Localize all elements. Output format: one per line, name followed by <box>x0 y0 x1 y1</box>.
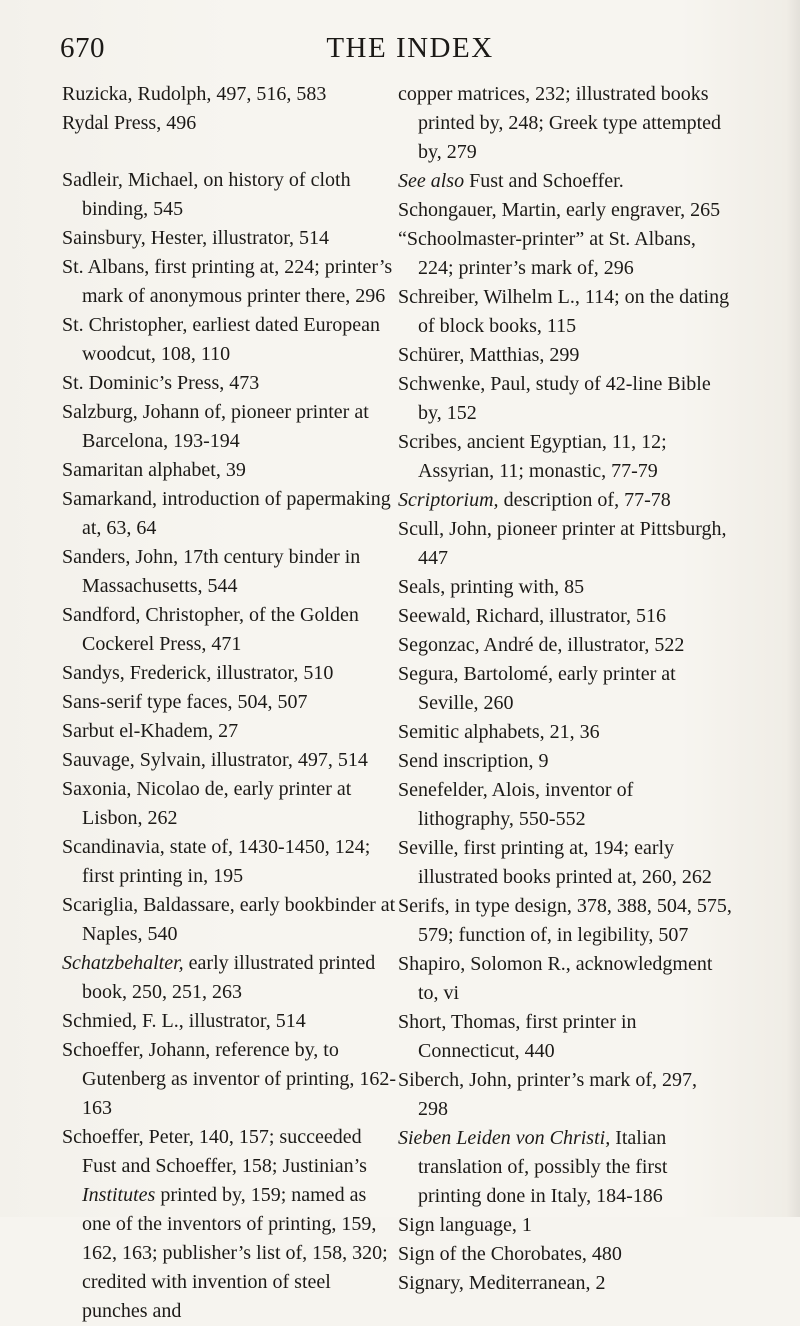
index-entry-text: Senefelder, Alois, inventor of lithography, 550-552 <box>398 779 634 830</box>
index-entry-text: Siberch, John, printer’s mark of, 297, 298 <box>398 1069 698 1120</box>
index-entry-text: Semitic alphabets, 21, 36 <box>398 721 600 743</box>
index-entry-text: early illustrated printed book, 250, 251, 263 <box>82 952 376 1003</box>
index-entry <box>62 311 396 369</box>
index-entry <box>398 776 732 834</box>
index-entry <box>62 253 396 311</box>
index-entry-text: Sainsbury, Hester, illustrator, 514 <box>62 227 330 249</box>
index-entry-text: Signary, Mediterranean, 2 <box>398 1272 606 1294</box>
index-entry <box>62 543 396 601</box>
index-entry-text: Scribes, ancient Egyptian, 11, 12; Assyrian, 11; monastic, 77-79 <box>398 431 667 482</box>
index-entry-text: Fust and Schoeffer. <box>464 170 624 192</box>
index-entry-text: Schongauer, Martin, early engraver, 265 <box>398 199 721 221</box>
index-entry <box>398 341 732 370</box>
index-entry-text: description of, 77-78 <box>498 489 671 511</box>
index-entry-text: Sign of the Chorobates, 480 <box>398 1243 622 1265</box>
index-entry <box>398 950 732 1008</box>
index-entry <box>398 1269 732 1298</box>
index-entry-text: Schmied, F. L., illustrator, 514 <box>62 1010 306 1032</box>
index-entry <box>62 80 396 109</box>
index-entry-italic-text: Sieben Leiden von Christi, <box>398 1127 611 1149</box>
index-entry <box>398 747 732 776</box>
index-entry <box>398 573 732 602</box>
index-entry <box>62 601 396 659</box>
index-entry-text: Segonzac, André de, illustrator, 522 <box>398 634 685 656</box>
index-entry-text: Segura, Bartolomé, early printer at Seville, 260 <box>398 663 676 714</box>
index-entry <box>62 891 396 949</box>
index-entry <box>398 1211 732 1240</box>
index-entry <box>398 225 732 283</box>
index-entry-text: St. Dominic’s Press, 473 <box>62 372 260 394</box>
index-entry <box>398 892 732 950</box>
index-entry <box>62 485 396 543</box>
index-entry <box>62 949 396 1007</box>
index-entry-text: Serifs, in type design, 378, 388, 504, 575, 579; function of, in legibility, 507 <box>398 895 732 946</box>
index-entry <box>62 746 396 775</box>
index-entry-text: Saxonia, Nicolao de, early printer at Lisbon, 262 <box>62 778 352 829</box>
index-entry-text: Sandys, Frederick, illustrator, 510 <box>62 662 334 684</box>
index-entry <box>62 659 396 688</box>
index-entry <box>62 717 396 746</box>
index-entry <box>62 833 396 891</box>
page-number: 670 <box>60 32 105 64</box>
index-entry-italic-text: Schatzbehalter, <box>62 952 184 974</box>
running-head: THE INDEX <box>326 32 494 64</box>
index-entry-text: Seals, printing with, 85 <box>398 576 585 598</box>
index-entry-italic-text: Institutes <box>82 1184 156 1206</box>
index-entry <box>398 1124 732 1211</box>
index-entry-text: Sanders, John, 17th century binder in Massachusetts, 544 <box>62 546 361 597</box>
index-entry <box>62 398 396 456</box>
index-entry-text: Sarbut el-Khadem, 27 <box>62 720 239 742</box>
index-entry-text: printed by, 159; named as one of the inventors of printing, 159, 162, 163; publisher’s list of, 158, 320; credited with invention of steel punches and <box>82 1184 388 1322</box>
index-entry-text: Sandford, Christopher, of the Golden Cockerel Press, 471 <box>62 604 359 655</box>
index-entry <box>398 80 732 167</box>
index-column-left <box>62 80 396 1326</box>
index-entry <box>398 428 732 486</box>
index-entry <box>398 370 732 428</box>
index-entry-text: Salzburg, Johann of, pioneer printer at Barcelona, 193-194 <box>62 401 369 452</box>
index-entry <box>62 1123 396 1326</box>
index-entry-text: Schoeffer, Peter, 140, 157; succeeded Fust and Schoeffer, 158; Justinian’s <box>62 1126 367 1177</box>
index-entry <box>398 834 732 892</box>
index-entry <box>398 486 732 515</box>
index-entry-text: Shapiro, Solomon R., acknowledgment to, vi <box>398 953 713 1004</box>
index-entry <box>398 631 732 660</box>
index-entry <box>62 166 396 224</box>
index-entry <box>62 1007 396 1036</box>
index-entry-text: Samaritan alphabet, 39 <box>62 459 246 481</box>
index-entry-text: Italian translation of, possibly the first printing done in Italy, 184-186 <box>418 1127 668 1207</box>
index-entry <box>62 688 396 717</box>
index-entry-text: Short, Thomas, first printer in Connecticut, 440 <box>398 1011 637 1062</box>
index-entry-text: “Schoolmaster-printer” at St. Albans, 224; printer’s mark of, 296 <box>398 228 696 279</box>
index-entry-text: Scull, John, pioneer printer at Pittsburgh, 447 <box>398 518 727 569</box>
index-entry <box>398 718 732 747</box>
index-entry <box>398 515 732 573</box>
index-entry-text: Scandinavia, state of, 1430-1450, 124; first printing in, 195 <box>62 836 371 887</box>
index-entry-text: St. Christopher, earliest dated European woodcut, 108, 110 <box>62 314 380 365</box>
index-entry <box>398 602 732 631</box>
index-entry <box>62 224 396 253</box>
index-entry-italic-text: See also <box>398 170 465 192</box>
index-entry <box>398 283 732 341</box>
index-entry-text: Sign language, 1 <box>398 1214 532 1236</box>
index-entry-text: Schoeffer, Johann, reference by, to Gutenberg as inventor of printing, 162-163 <box>62 1039 397 1119</box>
index-entry-text: Schürer, Matthias, 299 <box>398 344 580 366</box>
index-entry-text: Ruzicka, Rudolph, 497, 516, 583 <box>62 83 327 105</box>
index-entry-text: Sadleir, Michael, on history of cloth binding, 545 <box>62 169 351 220</box>
index-entry <box>398 196 732 225</box>
index-entry <box>398 167 732 196</box>
index-entry-italic-text: Scriptorium, <box>398 489 499 511</box>
index-entry <box>62 1036 396 1123</box>
page-edge-shadow <box>786 0 800 1217</box>
page-header <box>60 32 760 72</box>
index-column-right <box>398 80 732 1298</box>
index-entry-text: Seville, first printing at, 194; early illustrated books printed at, 260, 262 <box>398 837 712 888</box>
index-entry <box>398 660 732 718</box>
index-entry-text: St. Albans, first printing at, 224; printer’s mark of anonymous printer there, 296 <box>62 256 393 307</box>
index-entry-text: Sans-serif type faces, 504, 507 <box>62 691 308 713</box>
index-entry <box>398 1240 732 1269</box>
index-entry <box>62 775 396 833</box>
index-entry-text: Samarkand, introduction of papermaking at, 63, 64 <box>62 488 391 539</box>
index-entry <box>62 109 396 138</box>
index-entry-text: Rydal Press, 496 <box>62 112 197 134</box>
index-entry-text: Schwenke, Paul, study of 42-line Bible by, 152 <box>398 373 711 424</box>
index-entry <box>398 1066 732 1124</box>
index-entry <box>398 1008 732 1066</box>
index-entry-text: Schreiber, Wilhelm L., 114; on the dating of block books, 115 <box>398 286 730 337</box>
index-entry-text: Scariglia, Baldassare, early bookbinder at Naples, 540 <box>62 894 396 945</box>
index-entry <box>62 369 396 398</box>
index-entry-text: Seewald, Richard, illustrator, 516 <box>398 605 667 627</box>
index-entry-text: copper matrices, 232; illustrated books printed by, 248; Greek type attempted by, 279 <box>398 83 722 163</box>
index-entry <box>62 456 396 485</box>
index-entry-text: Sauvage, Sylvain, illustrator, 497, 514 <box>62 749 368 771</box>
index-entry-text: Send inscription, 9 <box>398 750 549 772</box>
